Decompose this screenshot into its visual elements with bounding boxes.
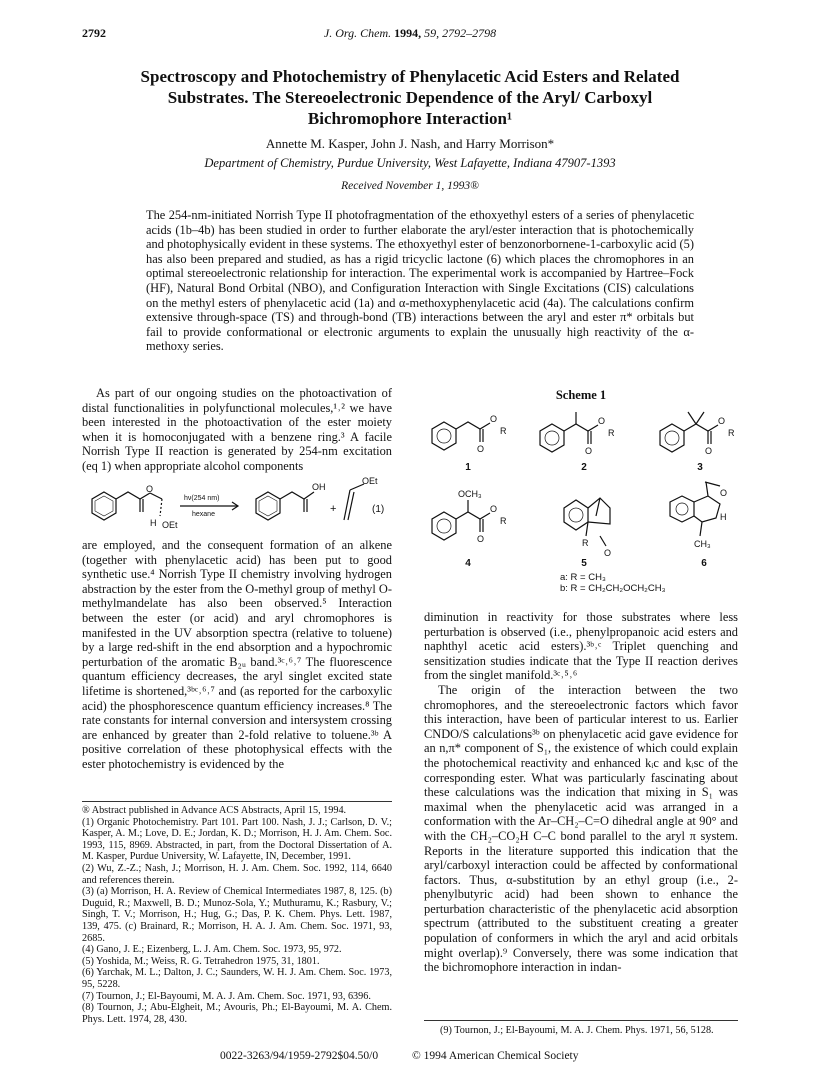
compound-number: 5 [581, 558, 587, 569]
journal-pages: 2792–2798 [442, 26, 497, 40]
journal-name: J. Org. Chem. [323, 26, 392, 40]
atom-label: R [608, 428, 615, 438]
journal-year: 1994, [394, 26, 422, 40]
r-group: b: R = CH₂CH₂OCH₂CH₃ [560, 583, 666, 594]
copyright: © 1994 American Chemical Society [412, 1050, 579, 1062]
eq-label: OEt [162, 520, 178, 530]
article-title: Spectroscopy and Photochemistry of Phenylacetic Acid Esters and Related Substrates. The Stereoelectronic Dependence of the Aryl/ Carboxyl Bichromophore Interaction¹ [140, 67, 680, 128]
footnote: (3) (a) Morrison, H. A. Review of Chemical Intermediates 1987, 8, 125. (b) Duguid, R.; Maxwell, B. D.; Munoz-Sola, Y.; Muthuramu, K.; Rasbury, V.; Singh, T. V.; Morrison, H.; Hug, G.; Das, P. K. Chem. Phys. Lett. 1987, 139, 475. (c) Brainard, R.; Morrison, H. A. J. Am. Chem. Soc. 1971, 93, 2685. [82, 886, 392, 944]
benzene-ring [432, 422, 456, 450]
atom-label: CH₃ [694, 539, 711, 549]
footnote-divider [82, 801, 392, 802]
eq-label: OEt [362, 476, 378, 486]
paragraph: are employed, and the consequent formation of an alkene (together with phenylacetic acid) has been put to good synthetic use.⁴ Norrish Type II chemistry involving hydrogen abstraction by the ester from the O-methyl group of methyl O-methylmandelate has also been observed.⁵ Interaction between the ester (or acid) and aryl chromophores is manifested in the UV absorption spectra (relative to toluene) by a large red-shift in the end absorption and a hypochromic perturbation of the aromatic B₂ᵤ band.³ᶜ˒⁶˒⁷ The fluorescence quantum efficiency decreases, the aryl singlet excited state lifetime is shortened,³ᵇᶜ˒⁶˒⁷ and (as reported for the carboxylic acid) the phosphorescence quantum efficiency increases.⁸ The rate constants for internal conversion and intersystem crossing are enhanced by greater than 2-fold relative to toluene.³ᵇ A positive correlation of these photophysical effects with the ester photochemistry is evidenced by the [82, 538, 392, 771]
footnote-right: (9) Tournon, J.; El-Bayoumi, M. A. J. Chem. Phys. 1971, 56, 5128. [440, 1025, 714, 1036]
body-left-top [82, 386, 392, 474]
atom-label: O [477, 444, 485, 454]
atom-label: O [477, 534, 485, 544]
atom-label: R [500, 426, 507, 436]
footnote: (1) Organic Photochemistry. Part 101. Part 100. Nash, J. J.; Carlson, D. V.; Kasper, A. M.; Love, D. E.; Jordan, K. D.; Morrison, H. J. Am. Chem. Soc. 1993, 115, 8969. Abstracted, in part, from the Doctoral Dissertation of A. M. Kasper, Purdue University, W. Lafayette, IN, December, 1991. [82, 816, 392, 863]
paragraph: As part of our ongoing studies on the photoactivation of distal functionalities in polyfunctional molecules,¹˒² we have been interested in the photoactivation of the ester moiety when it is homoconjugated with a benzene ring.³ A facile Norrish Type II reaction is generated by 254-nm excitation (eq 1) when appropriate alcohol components [82, 386, 392, 473]
r-group-legend [560, 572, 665, 594]
plus-sign: + [330, 503, 337, 515]
footnote-divider [424, 1020, 738, 1021]
atom-label: H [720, 512, 727, 522]
body-left-bottom [82, 538, 392, 772]
journal-reference [0, 26, 820, 41]
compound-number: 2 [581, 462, 587, 473]
atom-label: R [500, 516, 507, 526]
atom-label: OCH₃ [458, 489, 482, 499]
equation-number: (1) [372, 504, 385, 515]
affiliation: Department of Chemistry, Purdue University, West Lafayette, Indiana 47907-1393 [204, 156, 616, 170]
atom-label: O [720, 488, 728, 498]
footnote: ® Abstract published in Advance ACS Abstracts, April 15, 1994. [82, 805, 347, 816]
r-group: a: R = CH₃ [560, 572, 606, 583]
eq-label: OH [312, 482, 326, 492]
body-right [424, 610, 738, 975]
atom-label: O [490, 414, 498, 424]
atom-label: O [604, 548, 612, 558]
paragraph: diminution in reactivity for those substrates where less perturbation is observed (i.e., phenylpropanoic acid esters and naphthyl acetic acid esters).³ᵇ˒ᶜ Triplet quenching and sensitization studies indicate that the Type II reaction derives from the singlet manifold.³ᶜ˒⁵˒⁶ [424, 610, 738, 683]
scheme-1-structures [424, 404, 738, 576]
scheme-title: Scheme 1 [555, 388, 607, 402]
atom-label: R [728, 428, 735, 438]
footnote: (7) Tournon, J.; El-Bayoumi, M. A. J. Am. Chem. Soc. 1971, 93, 6396. [82, 990, 371, 1002]
footnotes-left [82, 805, 392, 1025]
atom-label: O [598, 416, 606, 426]
compound-number: 3 [697, 462, 703, 473]
footnote: (8) Tournon, J.; Abu-Elgheit, M.; Avouris, Ph.; El-Bayoumi, M. A. Chem. Phys. Lett. 1974, 28, 430. [82, 1002, 392, 1025]
equation-1 [82, 476, 392, 538]
atom-label: O [490, 504, 498, 514]
arrow-top-label: hν(254 nm) [184, 495, 220, 502]
footnote: (5) Yoshida, M.; Weiss, R. G. Tetrahedron 1975, 31, 1801. [82, 955, 320, 967]
footnote: (4) Gano, J. E.; Eizenberg, L. J. Am. Chem. Soc. 1973, 95, 972. [82, 944, 342, 956]
arrow-bottom-label: hexane [192, 511, 215, 518]
compound-number: 4 [465, 558, 471, 569]
atom-label: O [585, 446, 593, 456]
received-date: Received November 1, 1993® [341, 180, 479, 192]
author-list: Annette M. Kasper, John J. Nash, and Harry Morrison* [265, 136, 555, 151]
atom-label: O [705, 446, 713, 456]
footnote: (6) Yarchak, M. L.; Dalton, J. C.; Saunders, W. H. J. Am. Chem. Soc. 1973, 95, 5228. [82, 967, 392, 990]
footnote: (2) Wu, Z.-Z.; Nash, J.; Morrison, H. J. Am. Chem. Soc. 1992, 114, 6640 and references therein. [82, 862, 392, 886]
eq-label: O [146, 484, 154, 494]
page-number: 2792 [82, 26, 106, 40]
compound-number: 1 [465, 462, 471, 473]
compound-number: 6 [701, 558, 707, 569]
journal-volume: 59, [424, 26, 440, 40]
eq-label: H [150, 518, 157, 528]
paragraph: The origin of the interaction between the two chromophores, and the stereoelectronic factors which favor this interaction, have been of particular interest to us. Earlier CNDO/S calculations³ᵇ on phenylacetic acid gave evidence for an n,π* component of S₁, the existence of which could explain the photochemical reactivity and enhanced kᵢc and kᵢsc of the corresponding ester. What was particularly fascinating about these calculations was the indication that mixing in S₁ was maximal when the phenylacetic acid was arranged in a conformation with the Ar–CH₂–C=O dihedral angle at 90° and with the CH₂–CO₂H C–C bond parallel to the aryl π system. Reports in the literature supported this indication that the aryl/carboxyl interaction could be affected by conformational factors. Thus, α-substitution by an ethyl group (i.e., 2-phenylbutyric acid) had been shown to enhance the perturbation characteristic of the phenylacetic acid absorption spectrum (attributed to the substituent creating a greater population of conformers in which the aryl and acid orbitals might overlap).⁹ Conversely, there was some indication that the bichromophore interaction in indan- [424, 682, 738, 975]
atom-label: R [582, 538, 589, 548]
article-code: 0022-3263/94/1959-2792$04.50/0 [220, 1050, 379, 1062]
atom-label: O [718, 416, 726, 426]
abstract: The 254-nm-initiated Norrish Type II photofragmentation of the ethoxyethyl esters of a series of phenylacetic acids (1b–4b) has been studied in order to further elaborate the aryl/ester interaction that is photochemically and photophysically evident in these systems. The ethoxyethyl ester of benzonorbornene-1-carboxylic acid (5) has also been prepared and studied, as has a rigid tricyclic lactone (6) which places the chromophores in an optimal stereoelectronic relationship for interaction. The experimental work is accompanied by Hartree–Fock (HF), Natural Bond Orbital (NBO), and Configuration Interaction with Single Excitations (CIS) calculations on the methyl esters of phenylacetic acid (1a) and α-methoxyphenylacetic acid (4a). The calculations confirm extensive through-space (TS) and through-bond (TB) interactions between the aryl and ester π* orbitals but fail to provide conformational or electronic arguments to explain the unusually high reactivity of the α-methoxy series. [146, 208, 694, 354]
